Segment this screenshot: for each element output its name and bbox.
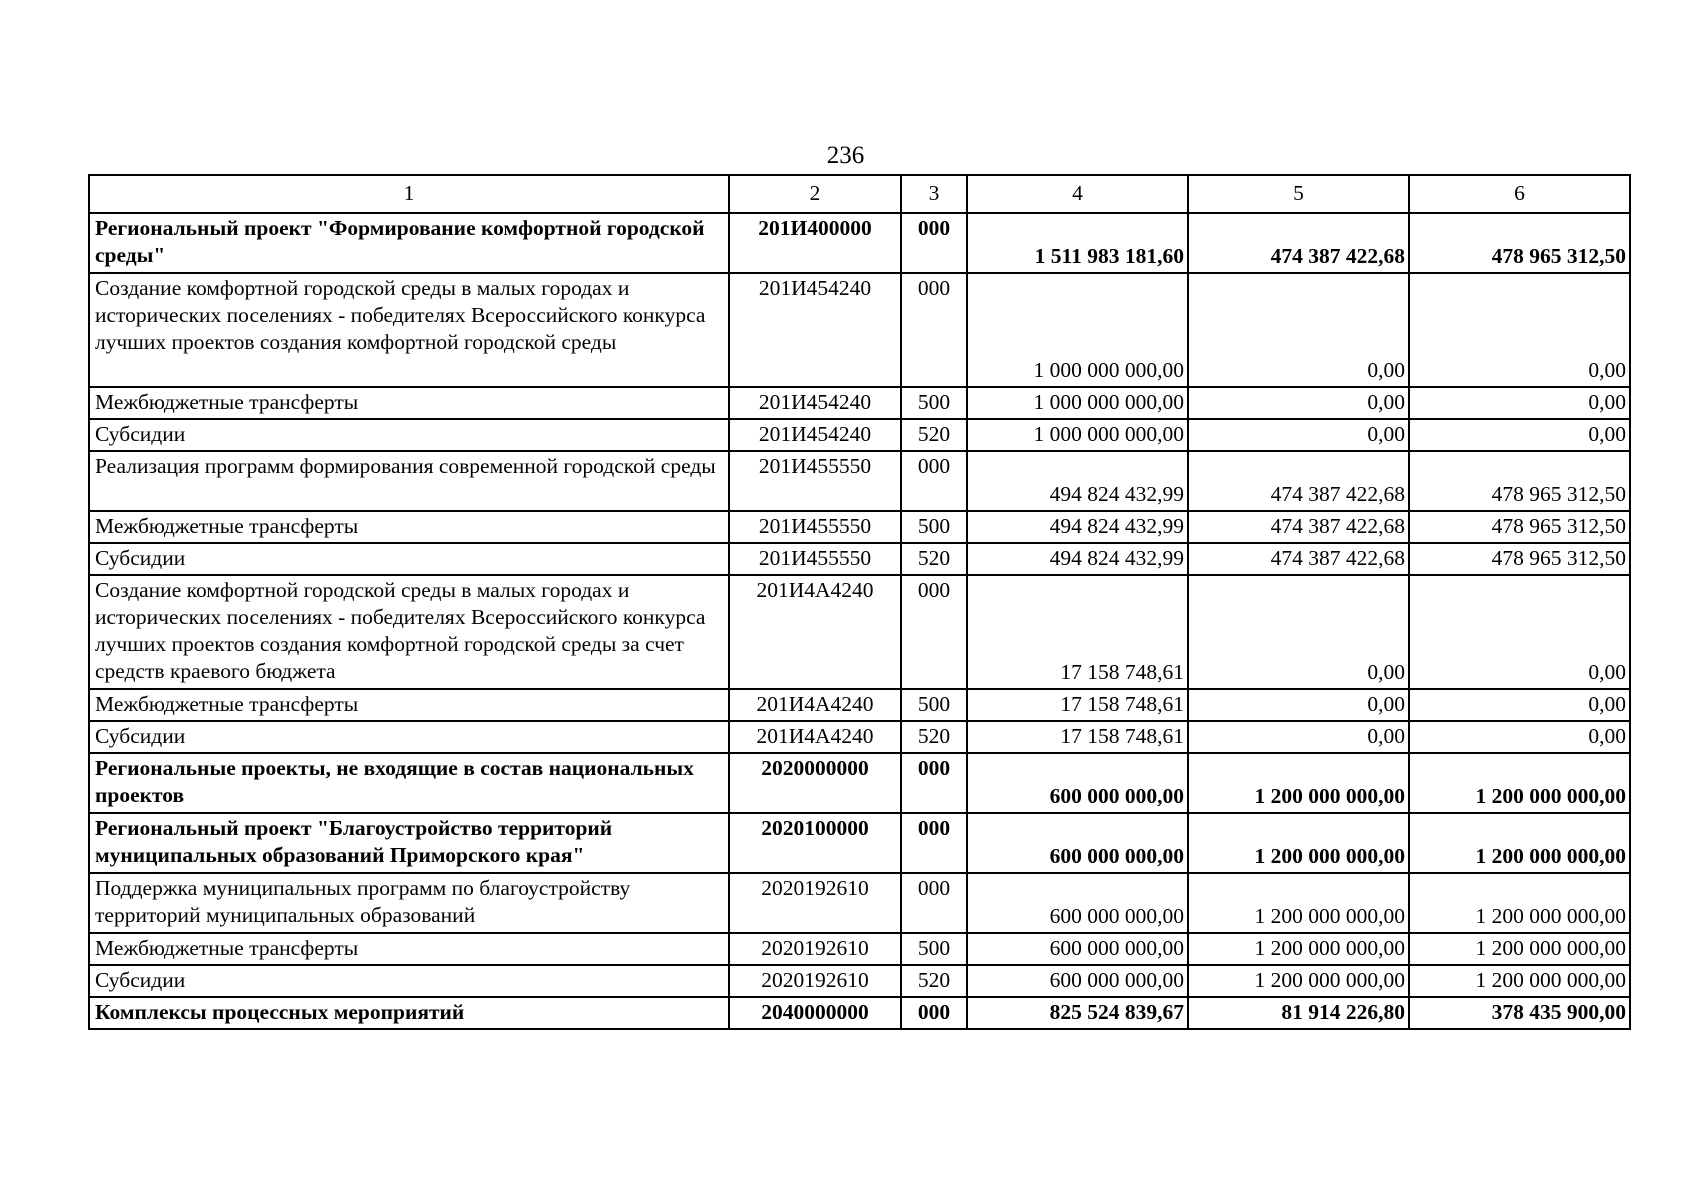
row-value-col4-cell: 600 000 000,00 bbox=[967, 933, 1188, 965]
column-header: 4 bbox=[967, 175, 1188, 213]
table-row bbox=[89, 965, 1630, 997]
row-value-col4-cell: 1 000 000 000,00 bbox=[967, 419, 1188, 451]
table-row bbox=[89, 753, 1630, 813]
row-name-cell: Межбюджетные трансферты bbox=[89, 387, 729, 419]
row-value-col5-cell: 0,00 bbox=[1188, 419, 1409, 451]
row-value-col6-cell: 1 200 000 000,00 bbox=[1409, 753, 1630, 813]
row-value-col5-cell: 1 200 000 000,00 bbox=[1188, 933, 1409, 965]
row-type-code-cell: 500 bbox=[901, 689, 967, 721]
row-value-col5-cell: 0,00 bbox=[1188, 387, 1409, 419]
table-row bbox=[89, 721, 1630, 753]
row-code-cell: 2040000000 bbox=[729, 997, 901, 1029]
row-value-col5-cell: 0,00 bbox=[1188, 721, 1409, 753]
row-type-code-cell: 500 bbox=[901, 387, 967, 419]
row-name-cell: Региональный проект "Формирование комфортной городской среды" bbox=[89, 213, 729, 273]
row-value-col6-cell: 1 200 000 000,00 bbox=[1409, 965, 1630, 997]
table-row bbox=[89, 273, 1630, 387]
row-value-col6-cell: 0,00 bbox=[1409, 575, 1630, 689]
row-code-cell: 201И454240 bbox=[729, 387, 901, 419]
row-value-col5-cell: 474 387 422,68 bbox=[1188, 543, 1409, 575]
row-value-col5-cell: 1 200 000 000,00 bbox=[1188, 965, 1409, 997]
row-value-col6-cell: 1 200 000 000,00 bbox=[1409, 933, 1630, 965]
row-value-col6-cell: 378 435 900,00 bbox=[1409, 997, 1630, 1029]
row-name-cell: Реализация программ формирования современной городской среды bbox=[89, 451, 729, 511]
table-body bbox=[89, 213, 1630, 1029]
column-header: 6 bbox=[1409, 175, 1630, 213]
row-name-cell: Региональные проекты, не входящие в состав национальных проектов bbox=[89, 753, 729, 813]
row-value-col4-cell: 600 000 000,00 bbox=[967, 965, 1188, 997]
column-header: 3 bbox=[901, 175, 967, 213]
row-code-cell: 201И400000 bbox=[729, 213, 901, 273]
row-value-col5-cell: 0,00 bbox=[1188, 273, 1409, 387]
row-value-col6-cell: 1 200 000 000,00 bbox=[1409, 813, 1630, 873]
row-code-cell: 201И4А4240 bbox=[729, 689, 901, 721]
row-value-col4-cell: 825 524 839,67 bbox=[967, 997, 1188, 1029]
page-number: 236 bbox=[826, 142, 865, 169]
row-code-cell: 2020192610 bbox=[729, 965, 901, 997]
row-name-cell: Комплексы процессных мероприятий bbox=[89, 997, 729, 1029]
row-value-col6-cell: 0,00 bbox=[1409, 721, 1630, 753]
row-value-col4-cell: 600 000 000,00 bbox=[967, 873, 1188, 933]
row-value-col6-cell: 478 965 312,50 bbox=[1409, 511, 1630, 543]
row-type-code-cell: 000 bbox=[901, 997, 967, 1029]
column-header: 5 bbox=[1188, 175, 1409, 213]
table-row bbox=[89, 213, 1630, 273]
budget-table bbox=[88, 174, 1631, 1030]
row-name-cell: Субсидии bbox=[89, 419, 729, 451]
row-type-code-cell: 000 bbox=[901, 451, 967, 511]
row-value-col6-cell: 0,00 bbox=[1409, 689, 1630, 721]
row-value-col4-cell: 494 824 432,99 bbox=[967, 451, 1188, 511]
row-code-cell: 2020192610 bbox=[729, 933, 901, 965]
row-name-cell: Межбюджетные трансферты bbox=[89, 511, 729, 543]
table-row bbox=[89, 387, 1630, 419]
row-value-col6-cell: 0,00 bbox=[1409, 387, 1630, 419]
row-name-cell: Создание комфортной городской среды в малых городах и исторических поселениях - победителях Всероссийского конкурса лучших проектов создания комфортной городской среды за счет средств краевого бюджета bbox=[89, 575, 729, 689]
row-value-col4-cell: 600 000 000,00 bbox=[967, 813, 1188, 873]
row-code-cell: 201И4А4240 bbox=[729, 721, 901, 753]
row-name-cell: Межбюджетные трансферты bbox=[89, 689, 729, 721]
row-value-col5-cell: 0,00 bbox=[1188, 575, 1409, 689]
row-type-code-cell: 000 bbox=[901, 213, 967, 273]
table-row bbox=[89, 451, 1630, 511]
row-code-cell: 201И455550 bbox=[729, 543, 901, 575]
row-name-cell: Создание комфортной городской среды в малых городах и исторических поселениях - победителях Всероссийского конкурса лучших проектов создания комфортной городской среды bbox=[89, 273, 729, 387]
row-name-cell: Поддержка муниципальных программ по благоустройству территорий муниципальных образований bbox=[89, 873, 729, 933]
column-header: 1 bbox=[89, 175, 729, 213]
row-code-cell: 201И4А4240 bbox=[729, 575, 901, 689]
table-row bbox=[89, 813, 1630, 873]
row-code-cell: 2020000000 bbox=[729, 753, 901, 813]
row-code-cell: 201И454240 bbox=[729, 273, 901, 387]
row-value-col6-cell: 0,00 bbox=[1409, 273, 1630, 387]
row-value-col5-cell: 474 387 422,68 bbox=[1188, 213, 1409, 273]
row-code-cell: 201И455550 bbox=[729, 451, 901, 511]
table-row bbox=[89, 419, 1630, 451]
row-value-col4-cell: 1 000 000 000,00 bbox=[967, 387, 1188, 419]
table-row bbox=[89, 933, 1630, 965]
table-row bbox=[89, 575, 1630, 689]
row-value-col5-cell: 1 200 000 000,00 bbox=[1188, 873, 1409, 933]
table-header-row bbox=[89, 175, 1630, 213]
row-name-cell: Региональный проект "Благоустройство территорий муниципальных образований Приморского края" bbox=[89, 813, 729, 873]
table-row bbox=[89, 997, 1630, 1029]
row-value-col6-cell: 478 965 312,50 bbox=[1409, 213, 1630, 273]
row-type-code-cell: 500 bbox=[901, 933, 967, 965]
row-type-code-cell: 520 bbox=[901, 543, 967, 575]
row-value-col4-cell: 494 824 432,99 bbox=[967, 543, 1188, 575]
row-value-col5-cell: 1 200 000 000,00 bbox=[1188, 813, 1409, 873]
row-value-col5-cell: 474 387 422,68 bbox=[1188, 511, 1409, 543]
row-value-col6-cell: 478 965 312,50 bbox=[1409, 543, 1630, 575]
row-type-code-cell: 000 bbox=[901, 575, 967, 689]
row-name-cell: Субсидии bbox=[89, 543, 729, 575]
row-type-code-cell: 000 bbox=[901, 873, 967, 933]
row-value-col5-cell: 0,00 bbox=[1188, 689, 1409, 721]
row-type-code-cell: 520 bbox=[901, 721, 967, 753]
row-value-col4-cell: 494 824 432,99 bbox=[967, 511, 1188, 543]
row-name-cell: Субсидии bbox=[89, 965, 729, 997]
row-value-col4-cell: 17 158 748,61 bbox=[967, 721, 1188, 753]
row-type-code-cell: 000 bbox=[901, 813, 967, 873]
row-value-col4-cell: 1 511 983 181,60 bbox=[967, 213, 1188, 273]
row-type-code-cell: 520 bbox=[901, 419, 967, 451]
row-code-cell: 2020192610 bbox=[729, 873, 901, 933]
row-code-cell: 201И455550 bbox=[729, 511, 901, 543]
row-value-col5-cell: 474 387 422,68 bbox=[1188, 451, 1409, 511]
row-name-cell: Межбюджетные трансферты bbox=[89, 933, 729, 965]
row-value-col6-cell: 0,00 bbox=[1409, 419, 1630, 451]
row-value-col5-cell: 1 200 000 000,00 bbox=[1188, 753, 1409, 813]
row-type-code-cell: 520 bbox=[901, 965, 967, 997]
row-value-col4-cell: 17 158 748,61 bbox=[967, 575, 1188, 689]
row-value-col6-cell: 1 200 000 000,00 bbox=[1409, 873, 1630, 933]
row-value-col4-cell: 600 000 000,00 bbox=[967, 753, 1188, 813]
table-row bbox=[89, 873, 1630, 933]
row-value-col5-cell: 81 914 226,80 bbox=[1188, 997, 1409, 1029]
row-type-code-cell: 000 bbox=[901, 273, 967, 387]
column-header: 2 bbox=[729, 175, 901, 213]
table-row bbox=[89, 543, 1630, 575]
row-type-code-cell: 500 bbox=[901, 511, 967, 543]
row-name-cell: Субсидии bbox=[89, 721, 729, 753]
table-row bbox=[89, 689, 1630, 721]
row-value-col6-cell: 478 965 312,50 bbox=[1409, 451, 1630, 511]
row-type-code-cell: 000 bbox=[901, 753, 967, 813]
row-code-cell: 201И454240 bbox=[729, 419, 901, 451]
row-value-col4-cell: 17 158 748,61 bbox=[967, 689, 1188, 721]
row-value-col4-cell: 1 000 000 000,00 bbox=[967, 273, 1188, 387]
row-code-cell: 2020100000 bbox=[729, 813, 901, 873]
table-row bbox=[89, 511, 1630, 543]
